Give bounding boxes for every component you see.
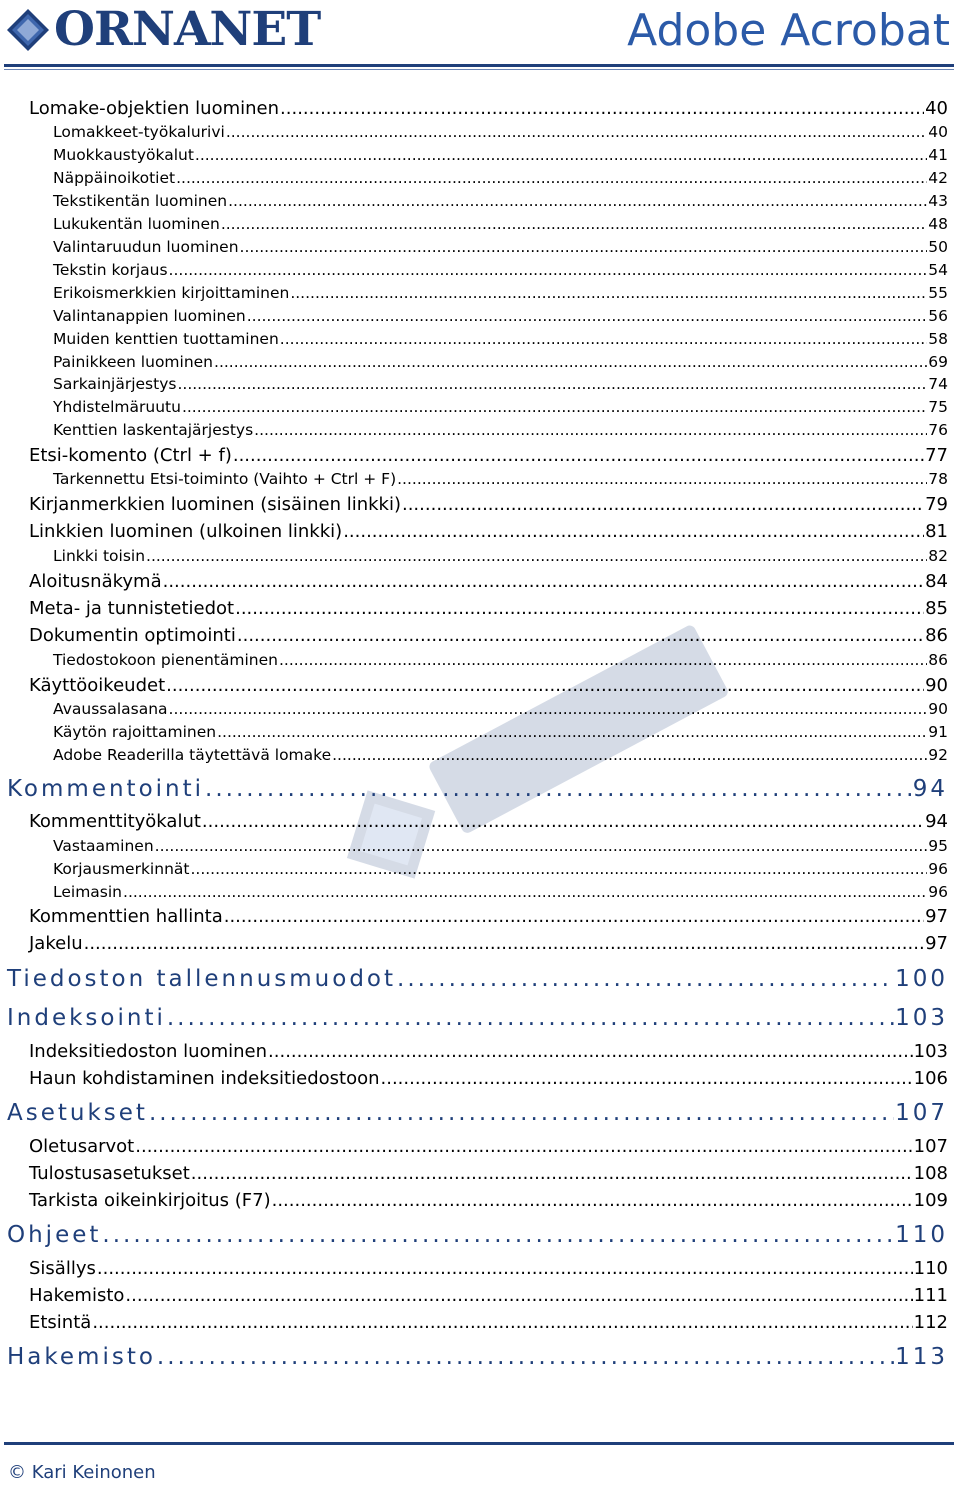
toc-entry-page: 110	[913, 1257, 948, 1279]
toc-leader-dots	[167, 1005, 894, 1031]
toc-leader-dots	[146, 547, 927, 565]
toc-leader-dots	[280, 330, 927, 348]
toc-leader-dots	[247, 307, 928, 325]
toc-entry[interactable]	[29, 625, 948, 646]
toc-entry-page: 91	[928, 723, 948, 742]
toc-entry[interactable]	[29, 1190, 948, 1211]
header-rule-thin	[4, 69, 954, 70]
toc-entry[interactable]	[29, 98, 948, 119]
toc-leader-dots	[268, 1041, 913, 1062]
toc-entry-title: Lomakkeet-työkalurivi	[53, 123, 225, 142]
toc-entry-page: 75	[928, 398, 948, 417]
toc-entry[interactable]	[29, 906, 948, 927]
toc-entry-page: 42	[928, 169, 948, 188]
toc-entry-title: Avaussalasana	[53, 700, 168, 719]
toc-entry-page: 76	[928, 421, 948, 440]
toc-entry-page: 96	[928, 860, 948, 879]
toc-entry-page: 85	[925, 597, 948, 619]
toc-entry-page: 112	[913, 1311, 948, 1333]
toc-entry[interactable]	[53, 169, 948, 187]
toc-entry[interactable]	[29, 933, 948, 954]
toc-leader-dots	[182, 398, 927, 416]
toc-entry[interactable]	[29, 1136, 948, 1157]
toc-leader-dots	[191, 1163, 913, 1184]
toc-leader-dots	[217, 723, 927, 741]
toc-entry-title: Kirjanmerkkien luominen (sisäinen linkki)	[29, 493, 401, 515]
toc-leader-dots	[402, 494, 924, 515]
toc-entry-title: Korjausmerkinnät	[53, 860, 190, 879]
toc-leader-dots	[169, 700, 928, 718]
toc-entry-page: 86	[925, 624, 948, 646]
toc-leader-dots	[163, 571, 924, 592]
toc-leader-dots	[397, 966, 894, 992]
toc-leader-dots	[280, 98, 924, 119]
toc-entry-title: Käyttöoikeudet	[29, 674, 166, 696]
toc-entry-title: Lomake-objektien luominen	[29, 97, 280, 119]
toc-entry-page: 97	[925, 932, 948, 954]
toc-leader-dots	[290, 284, 927, 302]
toc-entry[interactable]	[53, 547, 948, 565]
toc-leader-dots	[226, 123, 927, 141]
toc-entry-title: Tekstikentän luominen	[53, 192, 228, 211]
toc-leader-dots	[177, 375, 927, 393]
toc-entry[interactable]	[53, 746, 948, 764]
toc-entry-page: 69	[928, 353, 948, 372]
toc-entry-title: Indeksitiedoston luominen	[29, 1040, 268, 1062]
toc-entry-title: Sisällys	[29, 1257, 96, 1279]
toc-entry-title: Hakemisto	[7, 1344, 156, 1371]
toc-entry-title: Valintanappien luominen	[53, 307, 246, 326]
toc-leader-dots	[224, 906, 924, 927]
toc-entry-page: 113	[895, 1344, 948, 1371]
toc-leader-dots	[214, 353, 927, 371]
toc-entry-title: Asetukset	[7, 1100, 148, 1127]
toc-entry-page: 54	[928, 261, 948, 280]
toc-leader-dots	[155, 837, 928, 855]
toc-entry-page: 90	[925, 674, 948, 696]
toc-entry[interactable]	[53, 421, 948, 439]
toc-entry-title: Etsintä	[29, 1311, 92, 1333]
logo-text: ORNANET	[54, 2, 321, 57]
toc-entry-title: Kommenttien hallinta	[29, 905, 223, 927]
toc-leader-dots	[202, 811, 924, 832]
toc-entry-title: Erikoismerkkien kirjoittaminen	[53, 284, 290, 303]
toc-entry[interactable]	[53, 238, 948, 256]
toc-leader-dots	[84, 933, 924, 954]
toc-entry-page: 103	[913, 1040, 948, 1062]
toc-entry[interactable]	[53, 398, 948, 416]
toc-entry[interactable]	[29, 811, 948, 832]
ornanet-logo	[6, 2, 320, 58]
toc-entry[interactable]	[7, 1005, 948, 1031]
toc-entry-title: Muiden kenttien tuottaminen	[53, 330, 279, 349]
toc-entry[interactable]	[7, 966, 948, 992]
toc-entry-title: Jakelu	[29, 932, 83, 954]
toc-leader-dots	[169, 261, 928, 279]
toc-entry-title: Tekstin korjaus	[53, 261, 168, 280]
toc-leader-dots	[125, 1285, 912, 1306]
toc-leader-dots	[97, 1258, 913, 1279]
toc-entry-page: 56	[928, 307, 948, 326]
toc-entry-page: 90	[928, 700, 948, 719]
toc-entry-page: 107	[895, 1100, 948, 1127]
toc-entry-page: 109	[913, 1189, 948, 1211]
diamond-logo-icon	[6, 8, 50, 52]
toc-entry-title: Vastaaminen	[53, 837, 154, 856]
toc-entry[interactable]	[29, 1041, 948, 1062]
toc-entry-title: Lukukentän luominen	[53, 215, 220, 234]
toc-entry[interactable]	[53, 330, 948, 348]
toc-entry-title: Adobe Readerilla täytettävä lomake	[53, 746, 332, 765]
toc-entry[interactable]	[29, 445, 948, 466]
toc-entry-title: Meta- ja tunnistetiedot	[29, 597, 235, 619]
toc-entry-page: 96	[928, 883, 948, 902]
toc-entry-title: Kommentointi	[7, 776, 205, 803]
toc-entry[interactable]	[29, 1258, 948, 1279]
toc-entry-title: Yhdistelmäruutu	[53, 398, 181, 417]
toc-entry-title: Tarkennettu Etsi-toiminto (Vaihto + Ctrl + F)	[53, 470, 397, 489]
toc-entry[interactable]	[53, 123, 948, 141]
toc-entry-page: 94	[912, 776, 948, 803]
toc-leader-dots	[237, 625, 924, 646]
toc-entry-page: 41	[928, 146, 948, 165]
toc-entry[interactable]	[53, 192, 948, 210]
toc-entry[interactable]	[53, 651, 948, 669]
toc-entry[interactable]	[53, 307, 948, 325]
toc-entry-page: 43	[928, 192, 948, 211]
toc-leader-dots	[343, 521, 924, 542]
page-header	[0, 0, 960, 70]
header-rule	[4, 64, 954, 67]
toc-entry-page: 48	[928, 215, 948, 234]
toc-entry[interactable]	[7, 1100, 948, 1126]
toc-leader-dots	[332, 746, 927, 764]
toc-entry-title: Haun kohdistaminen indeksitiedostoon	[29, 1067, 380, 1089]
toc-entry[interactable]	[53, 353, 948, 371]
toc-entry-page: 40	[928, 123, 948, 142]
toc-leader-dots	[166, 675, 924, 696]
toc-entry-page: 81	[925, 520, 948, 542]
toc-entry[interactable]	[29, 571, 948, 592]
toc-entry-page: 78	[928, 470, 948, 489]
toc-entry-page: 108	[913, 1162, 948, 1184]
toc-entry[interactable]	[7, 1344, 948, 1370]
toc-entry[interactable]	[53, 470, 948, 488]
toc-entry[interactable]	[53, 860, 948, 878]
toc-entry-page: 94	[925, 810, 948, 832]
toc-entry-page: 79	[925, 493, 948, 515]
toc-entry-title: Hakemisto	[29, 1284, 125, 1306]
toc-entry-title: Aloitusnäkymä	[29, 570, 162, 592]
toc-entry-title: Painikkeen luominen	[53, 353, 214, 372]
toc-leader-dots	[272, 1190, 913, 1211]
toc-leader-dots	[381, 1068, 913, 1089]
toc-entry[interactable]	[7, 776, 948, 802]
toc-entry-page: 110	[895, 1222, 948, 1249]
toc-entry-page: 107	[913, 1135, 948, 1157]
toc-entry[interactable]	[29, 1285, 948, 1306]
toc-entry[interactable]	[53, 723, 948, 741]
toc-entry[interactable]	[53, 261, 948, 279]
toc-entry[interactable]	[29, 1068, 948, 1089]
toc-entry[interactable]	[53, 883, 948, 901]
toc-entry-title: Tarkista oikeinkirjoitus (F7)	[29, 1189, 271, 1211]
toc-entry-page: 111	[913, 1284, 948, 1306]
toc-entry-page: 82	[928, 547, 948, 566]
toc-leader-dots	[135, 1136, 912, 1157]
toc-entry-page: 100	[895, 966, 948, 993]
toc-leader-dots	[190, 860, 927, 878]
toc-entry-title: Valintaruudun luominen	[53, 238, 239, 257]
toc-entry-title: Ohjeet	[7, 1222, 102, 1249]
toc-entry[interactable]	[53, 700, 948, 718]
toc-entry-page: 103	[895, 1005, 948, 1032]
toc-entry-page: 92	[928, 746, 948, 765]
toc-leader-dots	[195, 146, 927, 164]
toc-entry-title: Tiedoston tallennusmuodot	[7, 966, 397, 993]
toc-entry-page: 40	[925, 97, 948, 119]
toc-leader-dots	[123, 883, 927, 901]
toc-entry-title: Sarkainjärjestys	[53, 375, 177, 394]
toc-entry-title: Käytön rajoittaminen	[53, 723, 217, 742]
toc-entry-page: 95	[928, 837, 948, 856]
toc-entry-title: Dokumentin optimointi	[29, 624, 236, 646]
toc-entry-title: Näppäinoikotiet	[53, 169, 176, 188]
toc-entry-page: 97	[925, 905, 948, 927]
toc-leader-dots	[228, 192, 927, 210]
toc-entry-title: Muokkaustyökalut	[53, 146, 194, 165]
toc-entry[interactable]	[53, 375, 948, 393]
toc-entry[interactable]	[7, 1222, 948, 1248]
toc-entry[interactable]	[29, 1312, 948, 1333]
toc-leader-dots	[102, 1222, 894, 1248]
toc-entry-title: Kommenttityökalut	[29, 810, 201, 832]
toc-entry-title: Tulostusasetukset	[29, 1162, 190, 1184]
toc-entry-title: Linkki toisin	[53, 547, 146, 566]
toc-entry-title: Kenttien laskentajärjestys	[53, 421, 254, 440]
toc-entry[interactable]	[53, 215, 948, 233]
toc-leader-dots	[235, 598, 924, 619]
toc-entry[interactable]	[29, 598, 948, 619]
toc-leader-dots	[397, 470, 927, 488]
toc-leader-dots	[233, 445, 924, 466]
toc-entry[interactable]	[53, 146, 948, 164]
toc-leader-dots	[254, 421, 927, 439]
toc-entry[interactable]	[53, 837, 948, 855]
toc-entry-page: 74	[928, 375, 948, 394]
toc-leader-dots	[157, 1344, 894, 1370]
toc-entry-title: Indeksointi	[7, 1005, 166, 1032]
toc-leader-dots	[240, 238, 928, 256]
toc-leader-dots	[279, 651, 927, 669]
toc-entry-title: Oletusarvot	[29, 1135, 135, 1157]
toc-entry-title: Tiedostokoon pienentäminen	[53, 651, 278, 670]
toc-leader-dots	[176, 169, 927, 187]
toc-leader-dots	[205, 776, 912, 802]
copyright-footer: © Kari Keinonen	[8, 1462, 156, 1483]
toc-entry-page: 58	[928, 330, 948, 349]
toc-entry[interactable]	[29, 1163, 948, 1184]
toc-leader-dots	[149, 1100, 894, 1126]
toc-leader-dots	[92, 1312, 912, 1333]
toc-entry-page: 84	[925, 570, 948, 592]
toc-entry[interactable]	[53, 284, 948, 302]
toc-entry[interactable]	[29, 494, 948, 515]
toc-entry-page: 50	[928, 238, 948, 257]
toc-entry-title: Etsi-komento (Ctrl + f)	[29, 444, 232, 466]
toc-entry-page: 77	[925, 444, 948, 466]
app-title: Adobe Acrobat	[627, 5, 950, 56]
toc-entry[interactable]	[29, 521, 948, 542]
footer-rule	[4, 1442, 954, 1445]
toc-entry-title: Leimasin	[53, 883, 123, 902]
toc-entry-page: 86	[928, 651, 948, 670]
toc-leader-dots	[221, 215, 927, 233]
toc-entry-page: 106	[913, 1067, 948, 1089]
toc-entry-title: Linkkien luominen (ulkoinen linkki)	[29, 520, 343, 542]
toc-entry[interactable]	[29, 675, 948, 696]
toc-entry-page: 55	[928, 284, 948, 303]
